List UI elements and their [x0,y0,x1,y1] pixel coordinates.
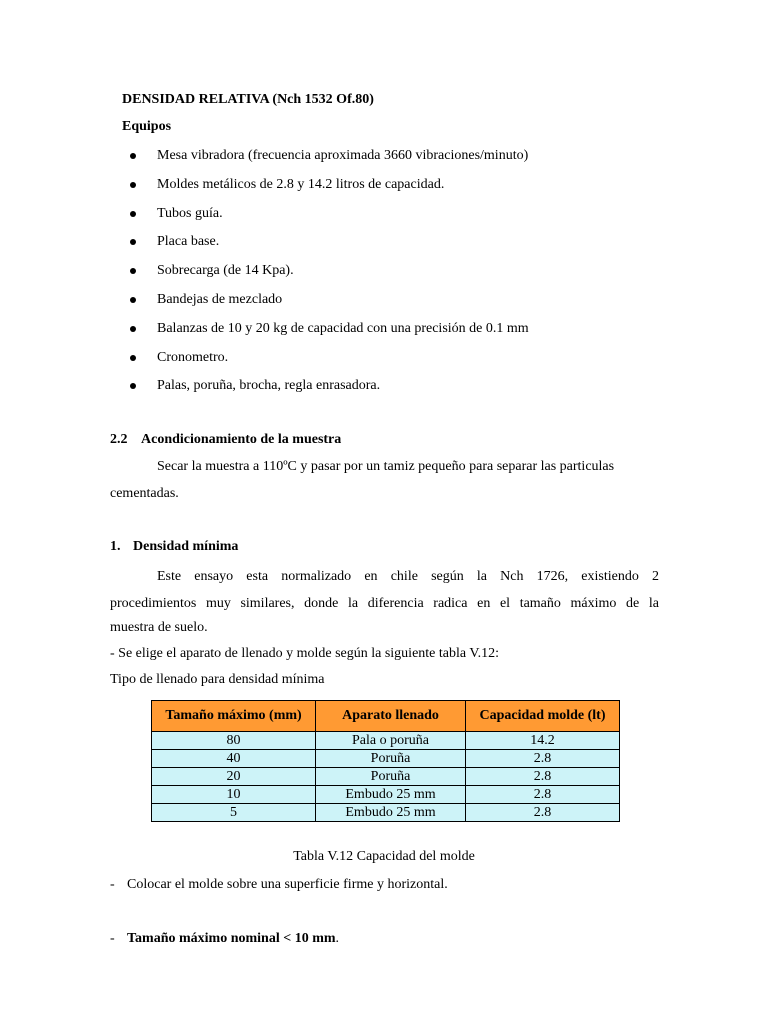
table-cell: 2.8 [466,750,620,768]
section-1-para-line1: Este ensayo esta normalizado en chile según la Nch 1726, existiendo 2 [157,569,659,584]
section-1-number: 1. [110,539,121,554]
equipos-heading: Equipos [122,119,172,134]
step-place-mold: Colocar el molde sobre una superficie firme y horizontal. [127,877,448,892]
bullet-icon [130,355,136,361]
section-2-2-para-line2: cementadas. [110,486,179,501]
table-header-row [152,701,620,732]
equipos-list [130,144,690,403]
table-cell: 14.2 [466,732,620,750]
table-row [152,750,620,768]
bullet-icon [130,211,136,217]
table-row [152,768,620,786]
table-cell: Pala o poruña [316,732,466,750]
table-cell: 5 [152,804,316,822]
table-cell: 40 [152,750,316,768]
molde-table [151,700,620,822]
table-row [152,804,620,822]
table-caption: Tabla V.12 Capacidad del molde [293,849,475,864]
document-title: DENSIDAD RELATIVA (Nch 1532 Of.80) [122,92,374,107]
step-select-apparatus: - Se elige el aparato de llenado y molde según la siguiente tabla V.12: [110,646,500,661]
section-2-2-heading: Acondicionamiento de la muestra [141,432,342,447]
section-2-2-para-line1: Secar la muestra a 110ºC y pasar por un tamiz pequeño para separar las particulas [157,459,615,474]
bullet-icon [130,326,136,332]
step-dash: - [110,877,115,892]
column-header: Aparato llenado [316,701,466,732]
bullet-icon [130,153,136,159]
table-cell: 80 [152,732,316,750]
column-header: Capacidad molde (lt) [466,701,620,732]
bullet-icon [130,268,136,274]
table-row [152,786,620,804]
list-item: Cronometro. [130,346,690,375]
list-item: Mesa vibradora (frecuencia aproximada 3660 vibraciones/minuto) [130,144,690,173]
table-row [152,732,620,750]
section-1-para-line3: muestra de suelo. [110,620,208,635]
bullet-icon [130,383,136,389]
table-intro: Tipo de llenado para densidad mínima [110,672,325,687]
list-item: Moldes metálicos de 2.8 y 14.2 litros de capacidad. [130,173,690,202]
section-2-2-number: 2.2 [110,432,128,447]
table-cell: Poruña [316,750,466,768]
bullet-icon [130,297,136,303]
table-cell: 20 [152,768,316,786]
table-cell: 10 [152,786,316,804]
section-1-para-line2: procedimientos muy similares, donde la diferencia radica en el tamaño máximo de la [110,596,659,611]
table-cell: Poruña [316,768,466,786]
step-nominal-size: Tamaño máximo nominal < 10 mm. [127,931,340,946]
step-dash: - [110,931,115,946]
bullet-icon [130,239,136,245]
table-cell: Embudo 25 mm [316,786,466,804]
list-item: Sobrecarga (de 14 Kpa). [130,259,690,288]
list-item: Tubos guía. [130,202,690,231]
section-1-heading: Densidad mínima [133,539,239,554]
table-cell: 2.8 [466,786,620,804]
column-header: Tamaño máximo (mm) [152,701,316,732]
table-cell: Embudo 25 mm [316,804,466,822]
list-item: Palas, poruña, brocha, regla enrasadora. [130,374,690,403]
bullet-icon [130,182,136,188]
list-item: Bandejas de mezclado [130,288,690,317]
table-cell: 2.8 [466,804,620,822]
list-item: Balanzas de 10 y 20 kg de capacidad con una precisión de 0.1 mm [130,317,690,346]
list-item: Placa base. [130,230,690,259]
table-cell: 2.8 [466,768,620,786]
